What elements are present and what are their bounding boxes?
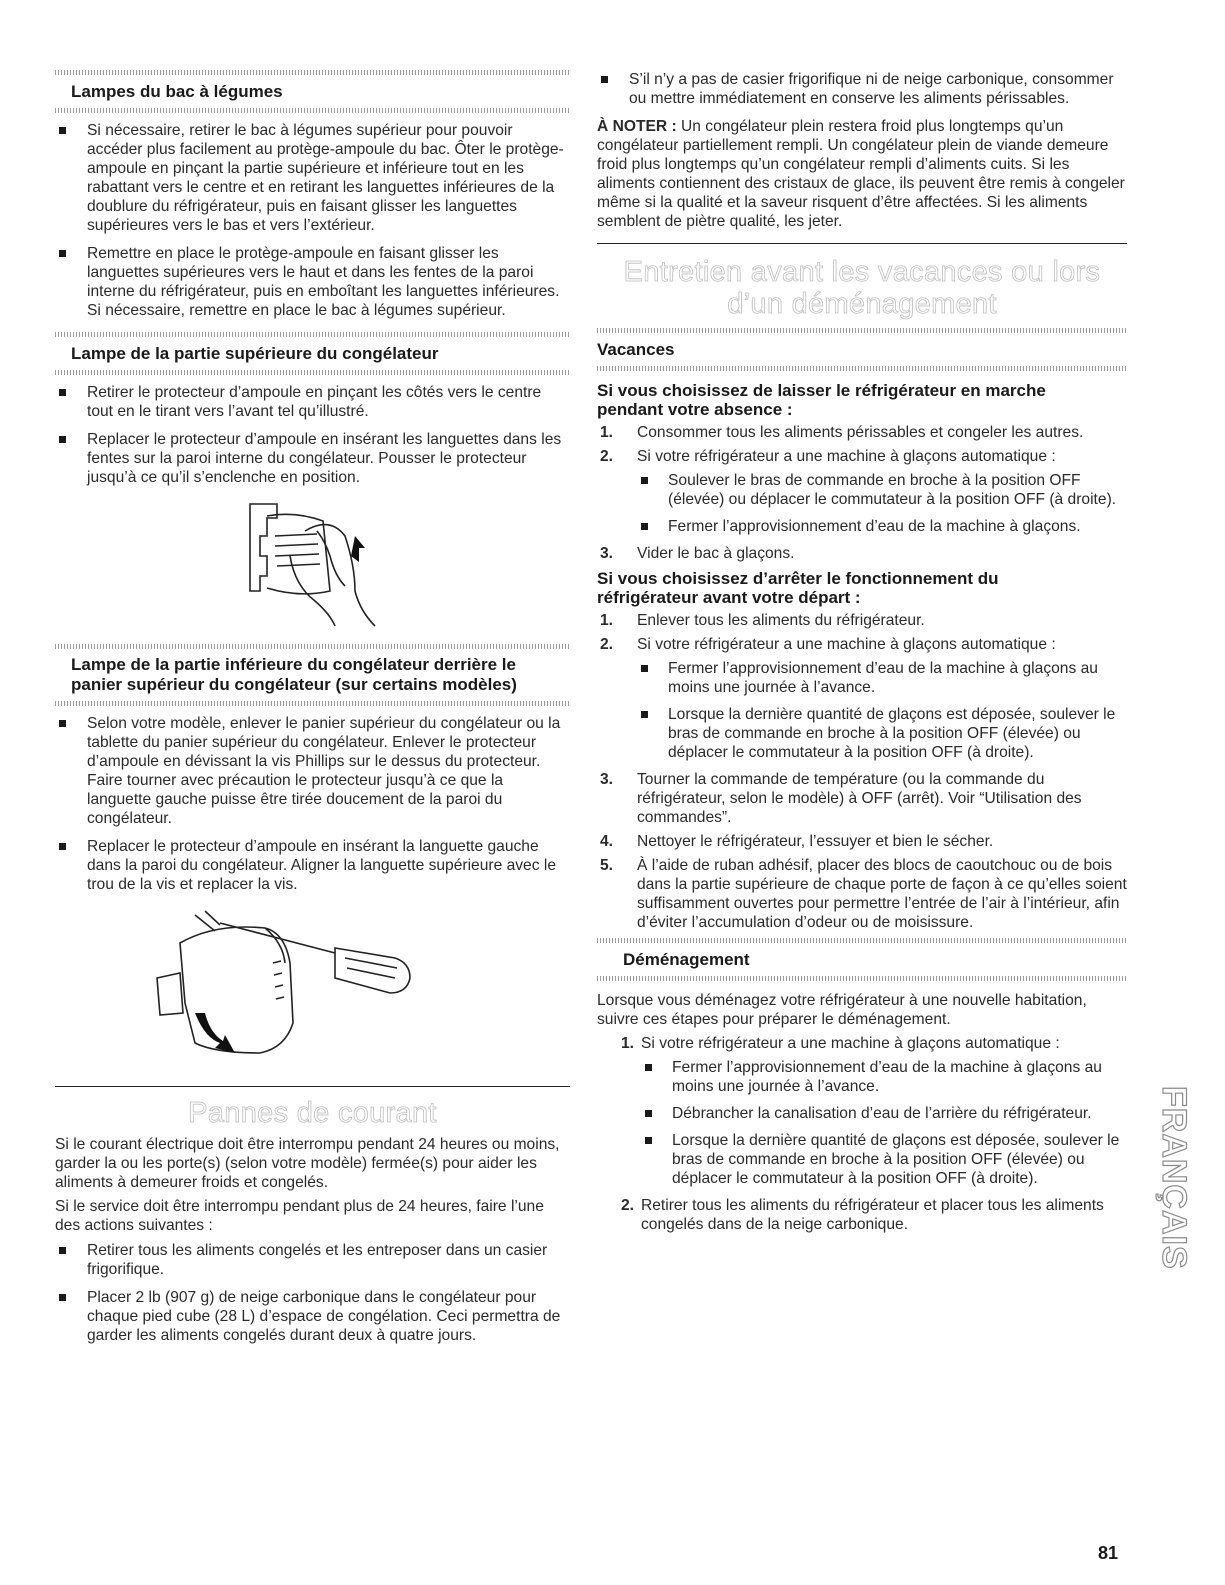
- vacation-turn-off-heading: Si vous choisissez d’arrêter le fonctionnement du réfrigérateur avant votre départ :: [597, 569, 999, 607]
- list-item: Fermer l’approvisionnement d’eau de la machine à glaçons au moins une journée à l’avance.: [637, 659, 1127, 697]
- section-heading-crisper-lamps: Lampes du bac à légumes: [71, 82, 283, 101]
- note-label: À NOTER :: [597, 118, 677, 135]
- bullet-list: [55, 121, 570, 320]
- section-divider: [597, 976, 1127, 981]
- sub-bullet-list: [641, 1058, 1127, 1188]
- sub-bullet-list: [637, 471, 1127, 536]
- page-number: 81: [1098, 1543, 1119, 1563]
- section-divider: [55, 701, 570, 706]
- sub-bullet-list: [637, 659, 1127, 762]
- section-heading-lower-freezer-lamp: Lampe de la partie inférieure du congélateur derrière le panier supérieur du congélateur (sur certains modèles): [71, 655, 517, 694]
- list-item: Lorsque la dernière quantité de glaçons est déposée, soulever le bras de commande en broche à la position OFF (élevée) ou déplacer le commutateur à la position OFF (à droite).: [637, 705, 1127, 762]
- list-item: Soulever le bras de commande en broche à la position OFF (élevée) ou déplacer le commutateur à la position OFF (à droite).: [637, 471, 1127, 509]
- section-heading-upper-freezer-lamp: Lampe de la partie supérieure du congélateur: [71, 344, 439, 363]
- list-item: Fermer l’approvisionnement d’eau de la machine à glaçons.: [637, 517, 1127, 536]
- paragraph: Si le service doit être interrompu pendant plus de 24 heures, faire l’une des actions suivantes :: [55, 1198, 544, 1234]
- list-item: 3. Vider le bac à glaçons.: [600, 545, 795, 562]
- paragraph: Lorsque vous déménagez votre réfrigérateur à une nouvelle habitation, suivre ces étapes pour préparer le déménagement.: [597, 992, 1087, 1028]
- list-item: Retirer le protecteur d’ampoule en pinçant les côtés vers le centre tout en le tirant vers l’avant tel qu’illustré.: [55, 383, 570, 421]
- list-item: 1. Si votre réfrigérateur a une machine à glaçons automatique : Fermer l’approvisionnement d’eau de la machine à glaçons au moins une journée à l’avance. Débrancher la canalisation d’eau de l’arrière du réfrigérateur. Lorsque la dernière quantité de glaçons est déposée, soulever le bras de commande en broche à la position OFF (élevée) ou déplacer le commutateur à la position OFF (à droite).: [597, 1034, 1127, 1188]
- section-divider: [55, 108, 570, 113]
- list-item: 2. Si votre réfrigérateur a une machine à glaçons automatique : Fermer l’approvisionnement d’eau de la machine à glaçons au moins une journée à l’avance. Lorsque la dernière quantité de glaçons est déposée, soulever le bras de commande en broche à la position OFF (élevée) ou déplacer le commutateur à la position OFF (à droite).: [597, 635, 1127, 762]
- list-item: 2. Si votre réfrigérateur a une machine à glaçons automatique : Soulever le bras de commande en broche à la position OFF (élevée) ou déplacer le commutateur à la position OFF (à droite). Fermer l’approvisionnement d’eau de la machine à glaçons.: [597, 447, 1127, 536]
- list-item: Placer 2 lb (907 g) de neige carbonique dans le congélateur pour chaque pied cube (28 L) d’espace de congélation. Ceci permettra de garder les aliments congelés durant deux à quatre jours.: [55, 1288, 570, 1345]
- screwdriver-lamp-shield-illustration: [55, 903, 570, 1078]
- list-item: Selon votre modèle, enlever le panier supérieur du congélateur ou la tablette du panier supérieur du congélateur. Enlever le protecteur d’ampoule en dévissant la vis Phillips sur le dessus du protecteur. Faire tourner avec précaution le protecteur jusqu’à ce que la languette gauche puisse être tirée doucement de la paroi du congélateur.: [55, 714, 570, 828]
- section-rule: [55, 1086, 570, 1087]
- section-divider: [55, 644, 570, 649]
- list-item: 1. Consommer tous les aliments périssables et congeler les autres.: [600, 424, 1084, 441]
- numbered-list: [597, 611, 1127, 932]
- bullet-list: [597, 70, 1127, 108]
- note-paragraph: À NOTER : Un congélateur plein restera froid plus longtemps qu’un congélateur partiellement rempli. Un congélateur plein de viande demeure froid plus longtemps qu’un congélateur rempli d’aliments cuits. Si les aliments contiennent des cristaux de glace, ils peuvent être remis à congeler même si la qualité et la saveur risquent d’être affectées. Si les aliments semblent de piètre qualité, les jeter.: [597, 118, 1125, 230]
- moving-heading: Déménagement: [623, 950, 750, 969]
- lamp-shield-removal-illustration: [55, 496, 570, 636]
- list-item: Retirer tous les aliments congelés et les entreposer dans un casier frigorifique.: [55, 1241, 570, 1279]
- list-item: 1. Enlever tous les aliments du réfrigérateur.: [600, 612, 925, 629]
- power-failure-title: Pannes de courant: [188, 1097, 437, 1129]
- section-divider: [597, 328, 1127, 333]
- list-item: Replacer le protecteur d’ampoule en insérant les languettes dans les fentes sur la paroi interne du congélateur. Pousser le protecteur jusqu’à ce qu’il s’enclenche en position.: [55, 430, 570, 487]
- list-item: Si nécessaire, retirer le bac à légumes supérieur pour pouvoir accéder plus facilement au protège-ampoule du bac. Ôter le protège-ampoule en pinçant la partie supérieure et inférieure tout en les rabattant vers le centre et en retirant les languettes inférieures de la doublure du réfrigérateur, puis en faisant glisser les languettes supérieures vers le bas et vers l’extérieur.: [55, 121, 570, 235]
- maintenance-title: Entretien avant les vacances ou lors d’un déménagement: [623, 256, 1101, 320]
- vacation-heading: Vacances: [597, 340, 675, 359]
- list-item: 5. À l’aide de ruban adhésif, placer des blocs de caoutchouc ou de bois dans la partie supérieure de chaque porte de façon à ce qu’elles soient suffisamment ouvertes pour permettre l’entrée de l’air à l’intérieur, afin d’éviter l’accumulation d’odeur ou de moisissure.: [600, 857, 1127, 931]
- bullet-list: [55, 383, 570, 487]
- list-item: Replacer le protecteur d’ampoule en insérant la languette gauche dans la paroi du congélateur. Aligner la languette supérieure avec le trou de la vis et replacer la vis.: [55, 837, 570, 894]
- list-item: Remettre en place le protège-ampoule en faisant glisser les languettes supérieures vers le haut et dans les fentes de la paroi interne du réfrigérateur, puis en emboîtant les languettes inférieures. Si nécessaire, remettre en place le bac à légumes supérieur.: [55, 244, 570, 320]
- section-rule: [597, 243, 1127, 244]
- list-item: 3. Tourner la commande de température (ou la commande du réfrigérateur, selon le modèle) à OFF (arrêt). Voir “Utilisation des commandes”.: [600, 771, 1082, 826]
- numbered-list: [597, 423, 1127, 563]
- section-divider: [55, 70, 570, 75]
- section-divider: [597, 938, 1127, 943]
- left-column: [55, 70, 570, 1354]
- language-side-tab: [1153, 1080, 1193, 1340]
- section-divider: [55, 332, 570, 337]
- section-divider: [55, 370, 570, 375]
- paragraph: Si le courant électrique doit être interrompu pendant 24 heures ou moins, garder la ou les porte(s) (selon votre modèle) fermée(s) pour aider les aliments à demeurer froids et congelés.: [55, 1136, 560, 1191]
- section-divider: [597, 366, 1127, 371]
- list-item: Lorsque la dernière quantité de glaçons est déposée, soulever le bras de commande en broche à la position OFF (élevée) ou déplacer le commutateur à la position OFF (à droite).: [641, 1131, 1127, 1188]
- list-item: 2. Retirer tous les aliments du réfrigérateur et placer tous les aliments congelés dans de la neige carbonique.: [621, 1197, 1104, 1233]
- list-item: Débrancher la canalisation d’eau de l’arrière du réfrigérateur.: [641, 1104, 1127, 1123]
- list-item: 4. Nettoyer le réfrigérateur, l’essuyer et bien le sécher.: [600, 833, 994, 850]
- list-item: Fermer l’approvisionnement d’eau de la machine à glaçons au moins une journée à l’avance.: [641, 1058, 1127, 1096]
- right-column: [597, 70, 1127, 1239]
- numbered-list: [597, 1034, 1127, 1234]
- list-item: S’il n’y a pas de casier frigorifique ni de neige carbonique, consommer ou mettre immédiatement en conserve les aliments périssables.: [597, 70, 1127, 108]
- bullet-list: [55, 1241, 570, 1345]
- bullet-list: [55, 714, 570, 894]
- vacation-keep-running-heading: Si vous choisissez de laisser le réfrigérateur en marche pendant votre absence :: [597, 381, 1046, 419]
- language-tab-label: FRANÇAIS: [1155, 1086, 1193, 1270]
